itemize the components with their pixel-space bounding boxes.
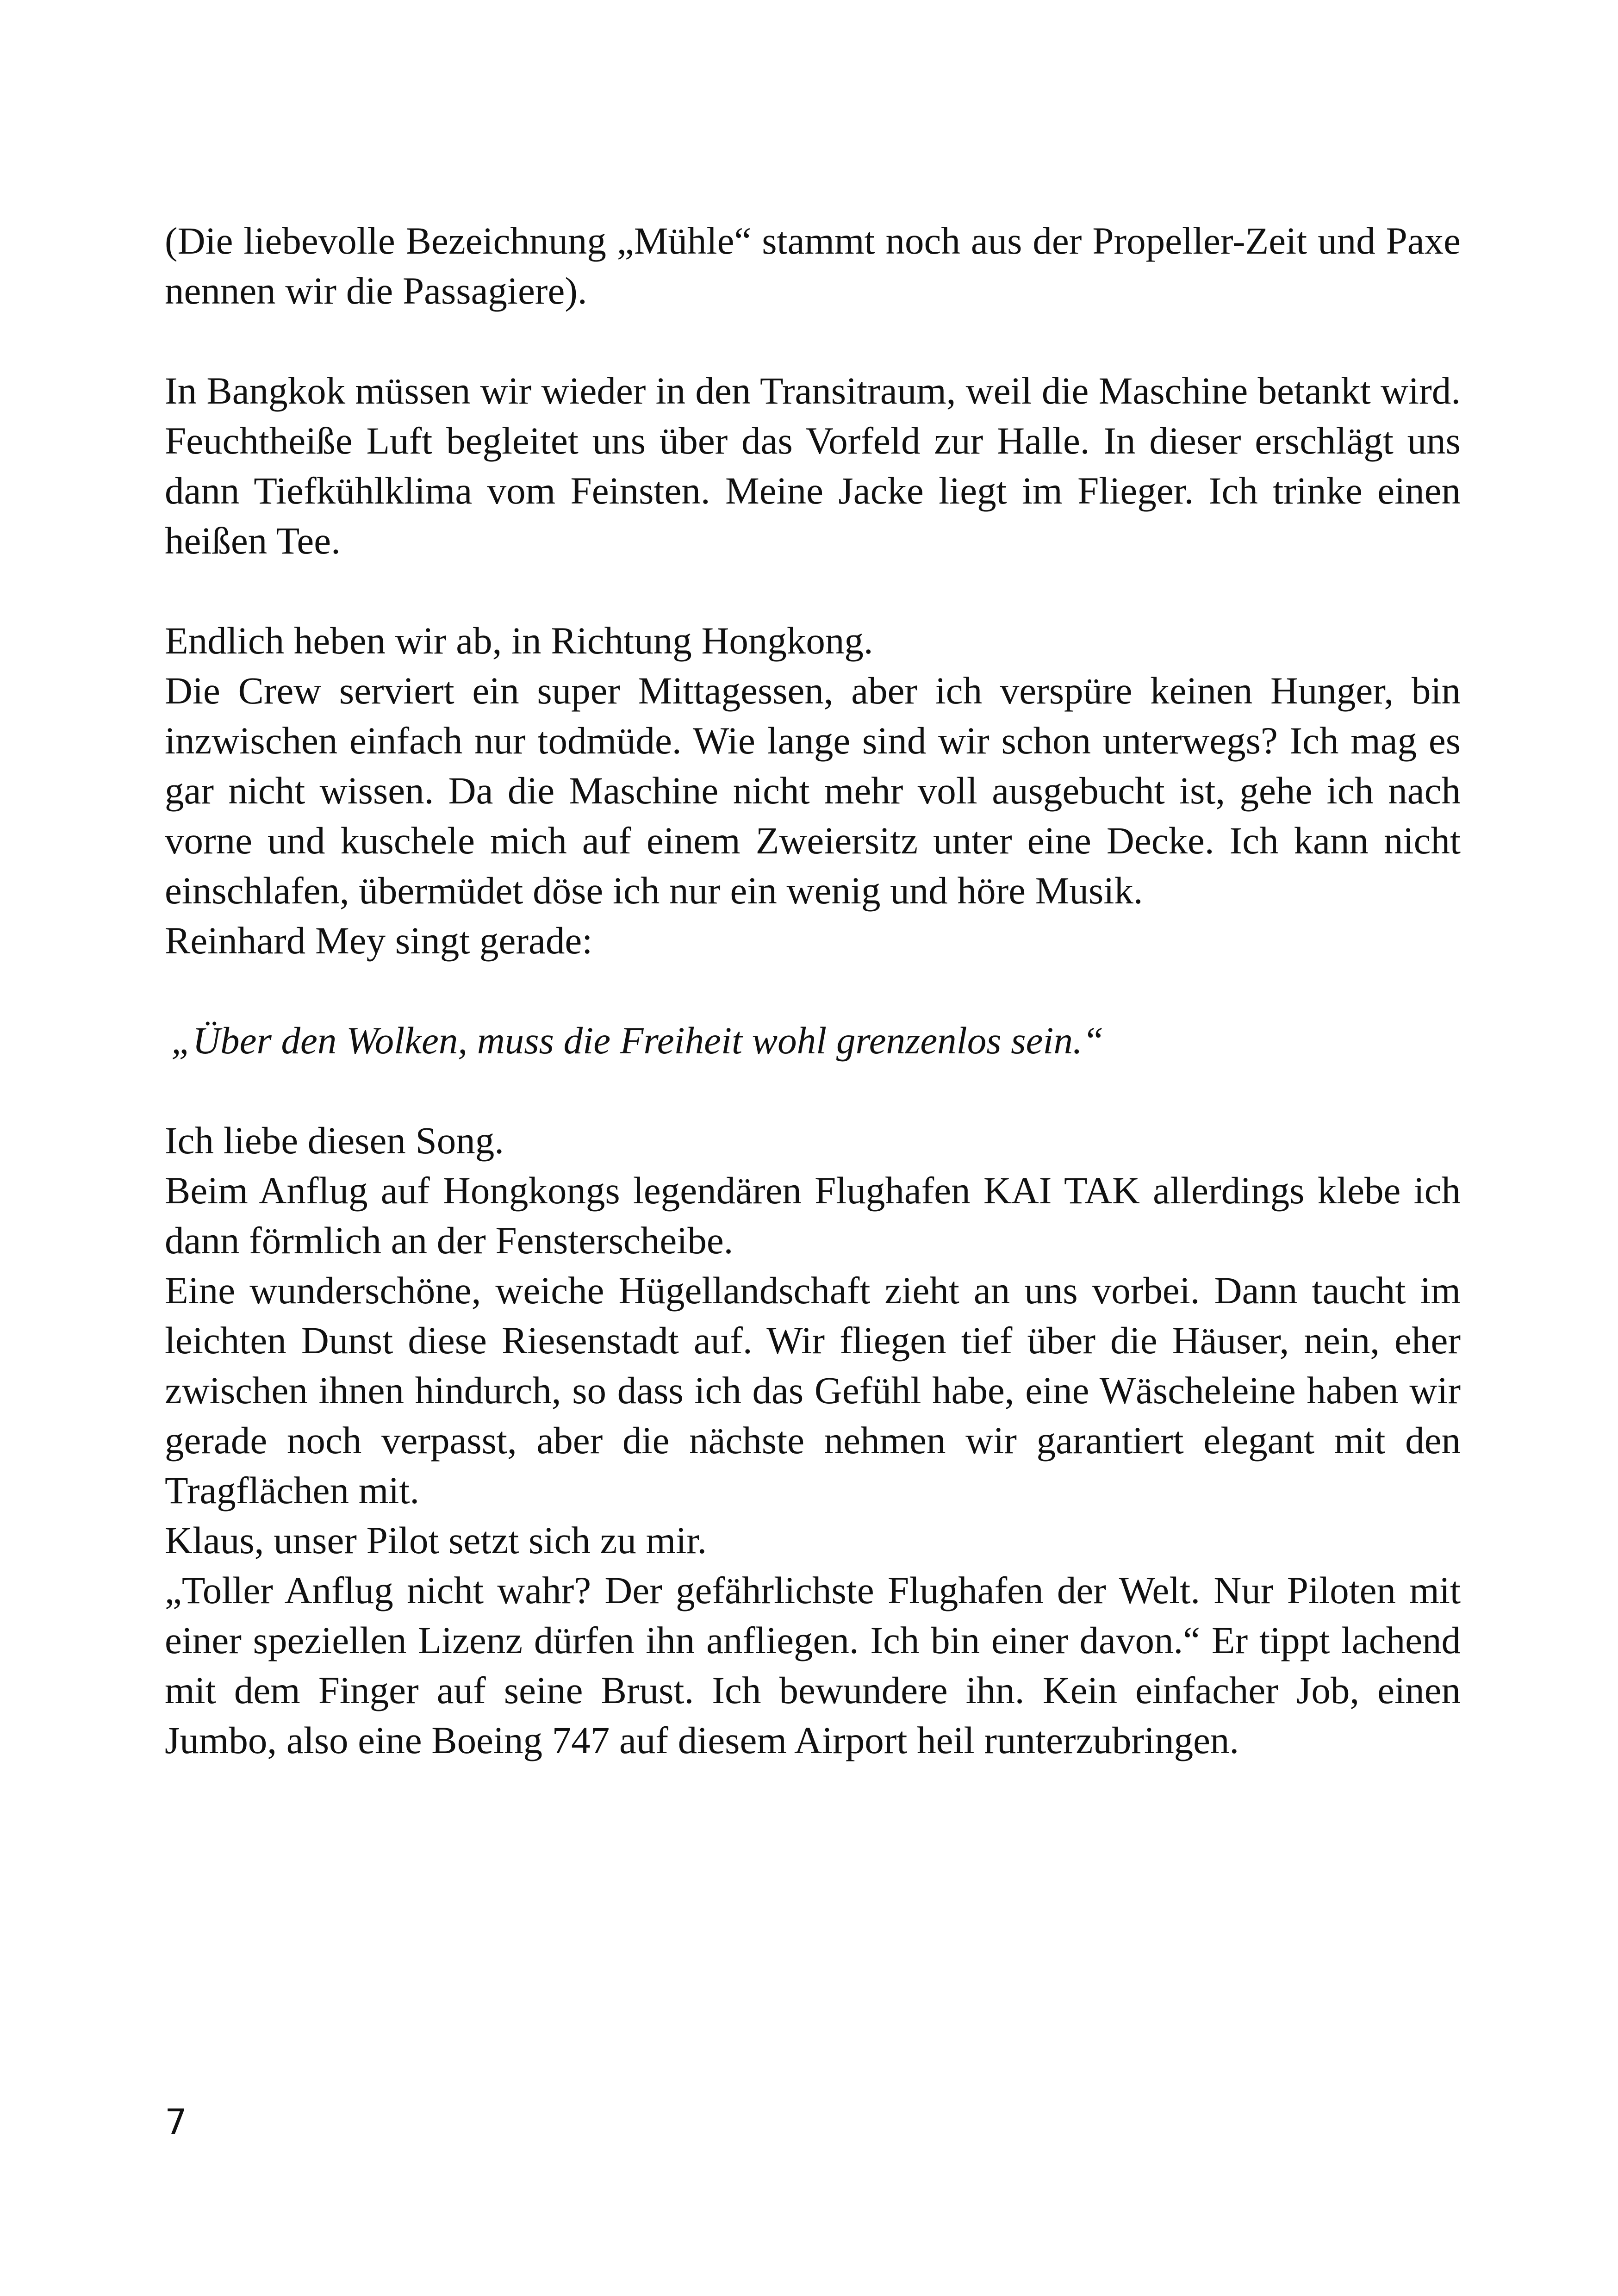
paragraph: Endlich heben wir ab, in Richtung Hongkong. [165, 619, 873, 662]
paragraph-gap [165, 566, 1461, 616]
paragraph: Reinhard Mey singt gerade: [165, 919, 593, 962]
paragraph: Die Crew serviert ein super Mittagessen, aber ich verspüre keinen Hunger, bin inzwischen einfach nur todmüde. Wie lange sind wir schon unterwegs? Ich mag es gar nicht wissen. Da die Maschine nicht mehr voll ausgebucht ist, gehe ich nach vorne und kuschele mich auf einem Zweiersitz unter eine Decke. Ich kann nicht einschlafen, übermüdet döse ich nur ein wenig und höre Musik. [165, 669, 1461, 912]
page-number: 7 [165, 2101, 187, 2142]
paragraph: „Toller Anflug nicht wahr? Der gefährlichste Flughafen der Welt. Nur Piloten mit einer speziellen Lizenz dürfen ihn anfliegen. Ich bin einer davon.“ Er tippt lachend mit dem Finger auf seine Brust. Ich bewundere ihn. Kein einfacher Job, einen Jumbo, also eine Boeing 747 auf diesem Airport heil runterzubringen. [165, 1569, 1461, 1761]
paragraph: (Die liebevolle Bezeichnung „Mühle“ stammt noch aus der Propeller-Zeit und Paxe nennen wir die Passagiere). [165, 219, 1461, 312]
paragraph: Ich liebe diesen Song. [165, 1119, 504, 1162]
paragraph: Beim Anflug auf Hongkongs legendären Flughafen KAI TAK allerdings klebe ich dann förmlich an der Fensterscheibe. [165, 1169, 1461, 1262]
paragraph-gap [165, 965, 1461, 1015]
paragraph-gap [165, 316, 1461, 366]
paragraph-gap [165, 1065, 1461, 1115]
paragraph: In Bangkok müssen wir wieder in den Transitraum, weil die Maschine betankt wird. Feuchtheiße Luft begleitet uns über das Vorfeld zur Halle. In dieser erschlägt uns dann Tiefkühlklima vom Feinsten. Meine Jacke liegt im Flieger. Ich trinke einen heißen Tee. [165, 369, 1461, 562]
body-text [165, 216, 1461, 1765]
paragraph: Klaus, unser Pilot setzt sich zu mir. [165, 1519, 707, 1562]
song-quote: „Über den Wolken, muss die Freiheit wohl grenzenlos sein.“ [171, 1019, 1104, 1062]
paragraph: Eine wunderschöne, weiche Hügellandschaft zieht an uns vorbei. Dann taucht im leichten Dunst diese Riesenstadt auf. Wir fliegen tief über die Häuser, nein, eher zwischen ihnen hindurch, so dass ich das Gefühl habe, eine Wäscheleine haben wir gerade noch verpasst, aber die nächste nehmen wir garantiert elegant mit den Tragflächen mit. [165, 1269, 1461, 1512]
